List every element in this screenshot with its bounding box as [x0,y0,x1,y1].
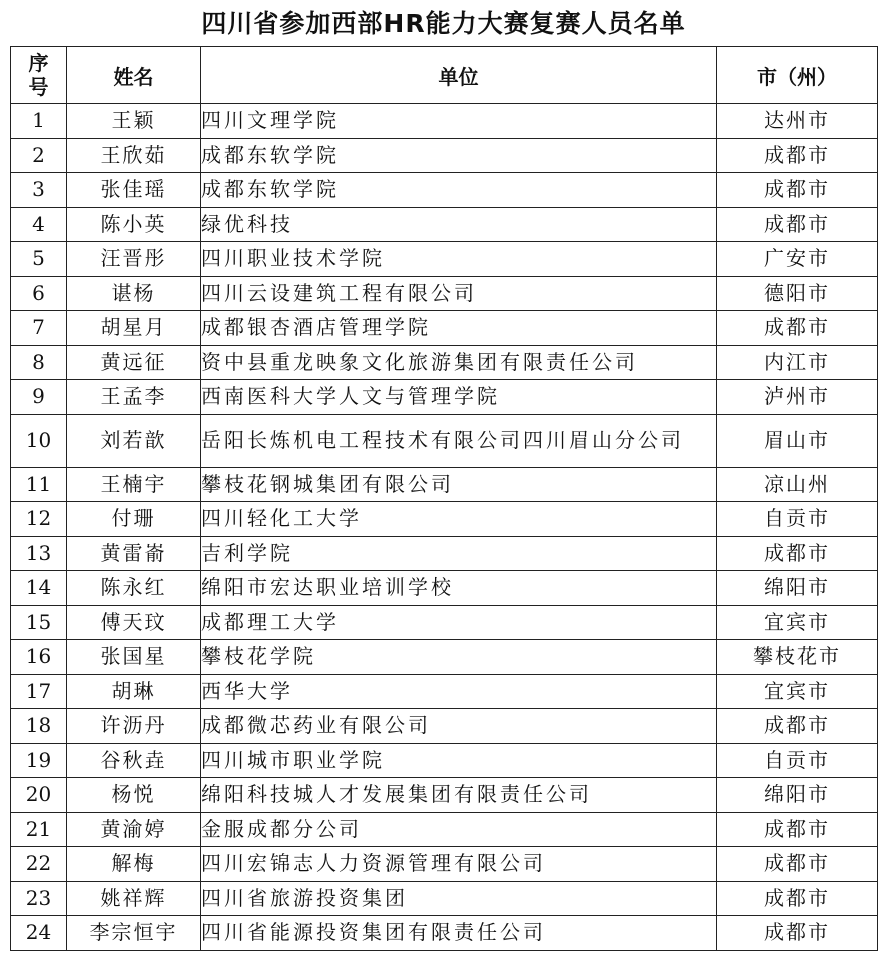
row-unit: 成都东软学院 [201,138,717,173]
table-row [11,571,878,606]
row-unit: 四川云设建筑工程有限公司 [201,276,717,311]
row-unit: 岳阳长炼机电工程技术有限公司四川眉山分公司 [201,414,717,467]
document-title: 四川省参加西部HR能力大赛复赛人员名单 [201,9,686,38]
row-seq: 24 [11,916,67,951]
row-city: 成都市 [717,881,878,916]
header-seq-line2: 号 [28,75,49,99]
row-city: 攀枝花市 [717,640,878,675]
row-unit: 四川宏锦志人力资源管理有限公司 [201,847,717,882]
row-city: 宜宾市 [717,605,878,640]
row-name: 张国星 [67,640,201,675]
header-seq-line1: 序 [28,51,49,75]
row-name: 陈永红 [67,571,201,606]
row-seq: 7 [11,311,67,346]
table-row [11,605,878,640]
table-row [11,138,878,173]
row-unit: 攀枝花学院 [201,640,717,675]
row-name: 黄渝婷 [67,812,201,847]
row-name: 汪晋彤 [67,242,201,277]
table-row [11,380,878,415]
row-name: 姚祥辉 [67,881,201,916]
row-unit: 西华大学 [201,674,717,709]
row-unit: 绵阳科技城人才发展集团有限责任公司 [201,778,717,813]
row-name: 胡星月 [67,311,201,346]
table-row [11,276,878,311]
row-unit: 吉利学院 [201,536,717,571]
row-city: 泸州市 [717,380,878,415]
row-unit: 四川省能源投资集团有限责任公司 [201,916,717,951]
row-city: 成都市 [717,916,878,951]
table-row [11,778,878,813]
row-name: 付珊 [67,502,201,537]
row-unit: 绿优科技 [201,207,717,242]
row-city: 自贡市 [717,502,878,537]
row-unit: 四川职业技术学院 [201,242,717,277]
table-row [11,104,878,139]
row-city: 内江市 [717,345,878,380]
row-city: 成都市 [717,536,878,571]
row-seq: 5 [11,242,67,277]
row-seq: 20 [11,778,67,813]
row-city: 成都市 [717,207,878,242]
table-row [11,345,878,380]
row-unit: 四川省旅游投资集团 [201,881,717,916]
row-unit: 成都东软学院 [201,173,717,208]
row-unit: 西南医科大学人文与管理学院 [201,380,717,415]
row-city: 自贡市 [717,743,878,778]
row-seq: 4 [11,207,67,242]
header-unit: 单位 [201,47,717,104]
row-name: 谷秋垚 [67,743,201,778]
row-name: 张佳瑶 [67,173,201,208]
row-seq: 19 [11,743,67,778]
row-unit: 金服成都分公司 [201,812,717,847]
row-city: 成都市 [717,138,878,173]
table-row [11,502,878,537]
row-unit: 成都银杏酒店管理学院 [201,311,717,346]
row-seq: 2 [11,138,67,173]
table-body [11,104,878,951]
row-seq: 15 [11,605,67,640]
row-name: 陈小英 [67,207,201,242]
row-unit: 资中县重龙映象文化旅游集团有限责任公司 [201,345,717,380]
row-seq: 12 [11,502,67,537]
table-row [11,709,878,744]
row-city: 成都市 [717,709,878,744]
table-row [11,640,878,675]
row-seq: 3 [11,173,67,208]
row-name: 解梅 [67,847,201,882]
table-row [11,916,878,951]
row-seq: 22 [11,847,67,882]
row-seq: 10 [11,414,67,467]
row-city: 达州市 [717,104,878,139]
row-city: 成都市 [717,311,878,346]
row-seq: 23 [11,881,67,916]
table-row [11,242,878,277]
row-seq: 9 [11,380,67,415]
row-seq: 21 [11,812,67,847]
row-seq: 11 [11,467,67,502]
row-name: 傅天玟 [67,605,201,640]
row-city: 宜宾市 [717,674,878,709]
row-city: 绵阳市 [717,571,878,606]
row-city: 凉山州 [717,467,878,502]
header-city: 市（州） [717,47,878,104]
table-row [11,467,878,502]
row-name: 杨悦 [67,778,201,813]
row-name: 黄雷嵛 [67,536,201,571]
header-seq [11,47,67,104]
row-unit: 成都理工大学 [201,605,717,640]
table-row [11,536,878,571]
table-row [11,881,878,916]
row-unit: 成都微芯药业有限公司 [201,709,717,744]
row-city: 成都市 [717,847,878,882]
row-name: 黄远征 [67,345,201,380]
row-seq: 13 [11,536,67,571]
row-city: 成都市 [717,812,878,847]
row-name: 王颖 [67,104,201,139]
row-name: 李宗恒宇 [67,916,201,951]
table-row [11,173,878,208]
row-name: 许沥丹 [67,709,201,744]
header-name: 姓名 [67,47,201,104]
row-city: 眉山市 [717,414,878,467]
row-seq: 6 [11,276,67,311]
row-seq: 8 [11,345,67,380]
table-row [11,743,878,778]
row-name: 谌杨 [67,276,201,311]
table-row [11,674,878,709]
row-city: 成都市 [717,173,878,208]
row-seq: 1 [11,104,67,139]
row-name: 王孟李 [67,380,201,415]
row-city: 德阳市 [717,276,878,311]
row-unit: 四川文理学院 [201,104,717,139]
row-seq: 16 [11,640,67,675]
row-name: 王欣茹 [67,138,201,173]
table-row [11,812,878,847]
row-name: 王楠宇 [67,467,201,502]
row-unit: 绵阳市宏达职业培训学校 [201,571,717,606]
row-name: 胡琳 [67,674,201,709]
row-unit: 攀枝花钢城集团有限公司 [201,467,717,502]
table-header-row [11,47,878,104]
row-seq: 14 [11,571,67,606]
row-seq: 17 [11,674,67,709]
table-row [11,311,878,346]
row-city: 绵阳市 [717,778,878,813]
row-name: 刘若歆 [67,414,201,467]
participant-table [10,46,878,951]
row-unit: 四川轻化工大学 [201,502,717,537]
row-unit: 四川城市职业学院 [201,743,717,778]
table-row [11,847,878,882]
table-row [11,414,878,467]
table-row [11,207,878,242]
row-seq: 18 [11,709,67,744]
row-city: 广安市 [717,242,878,277]
